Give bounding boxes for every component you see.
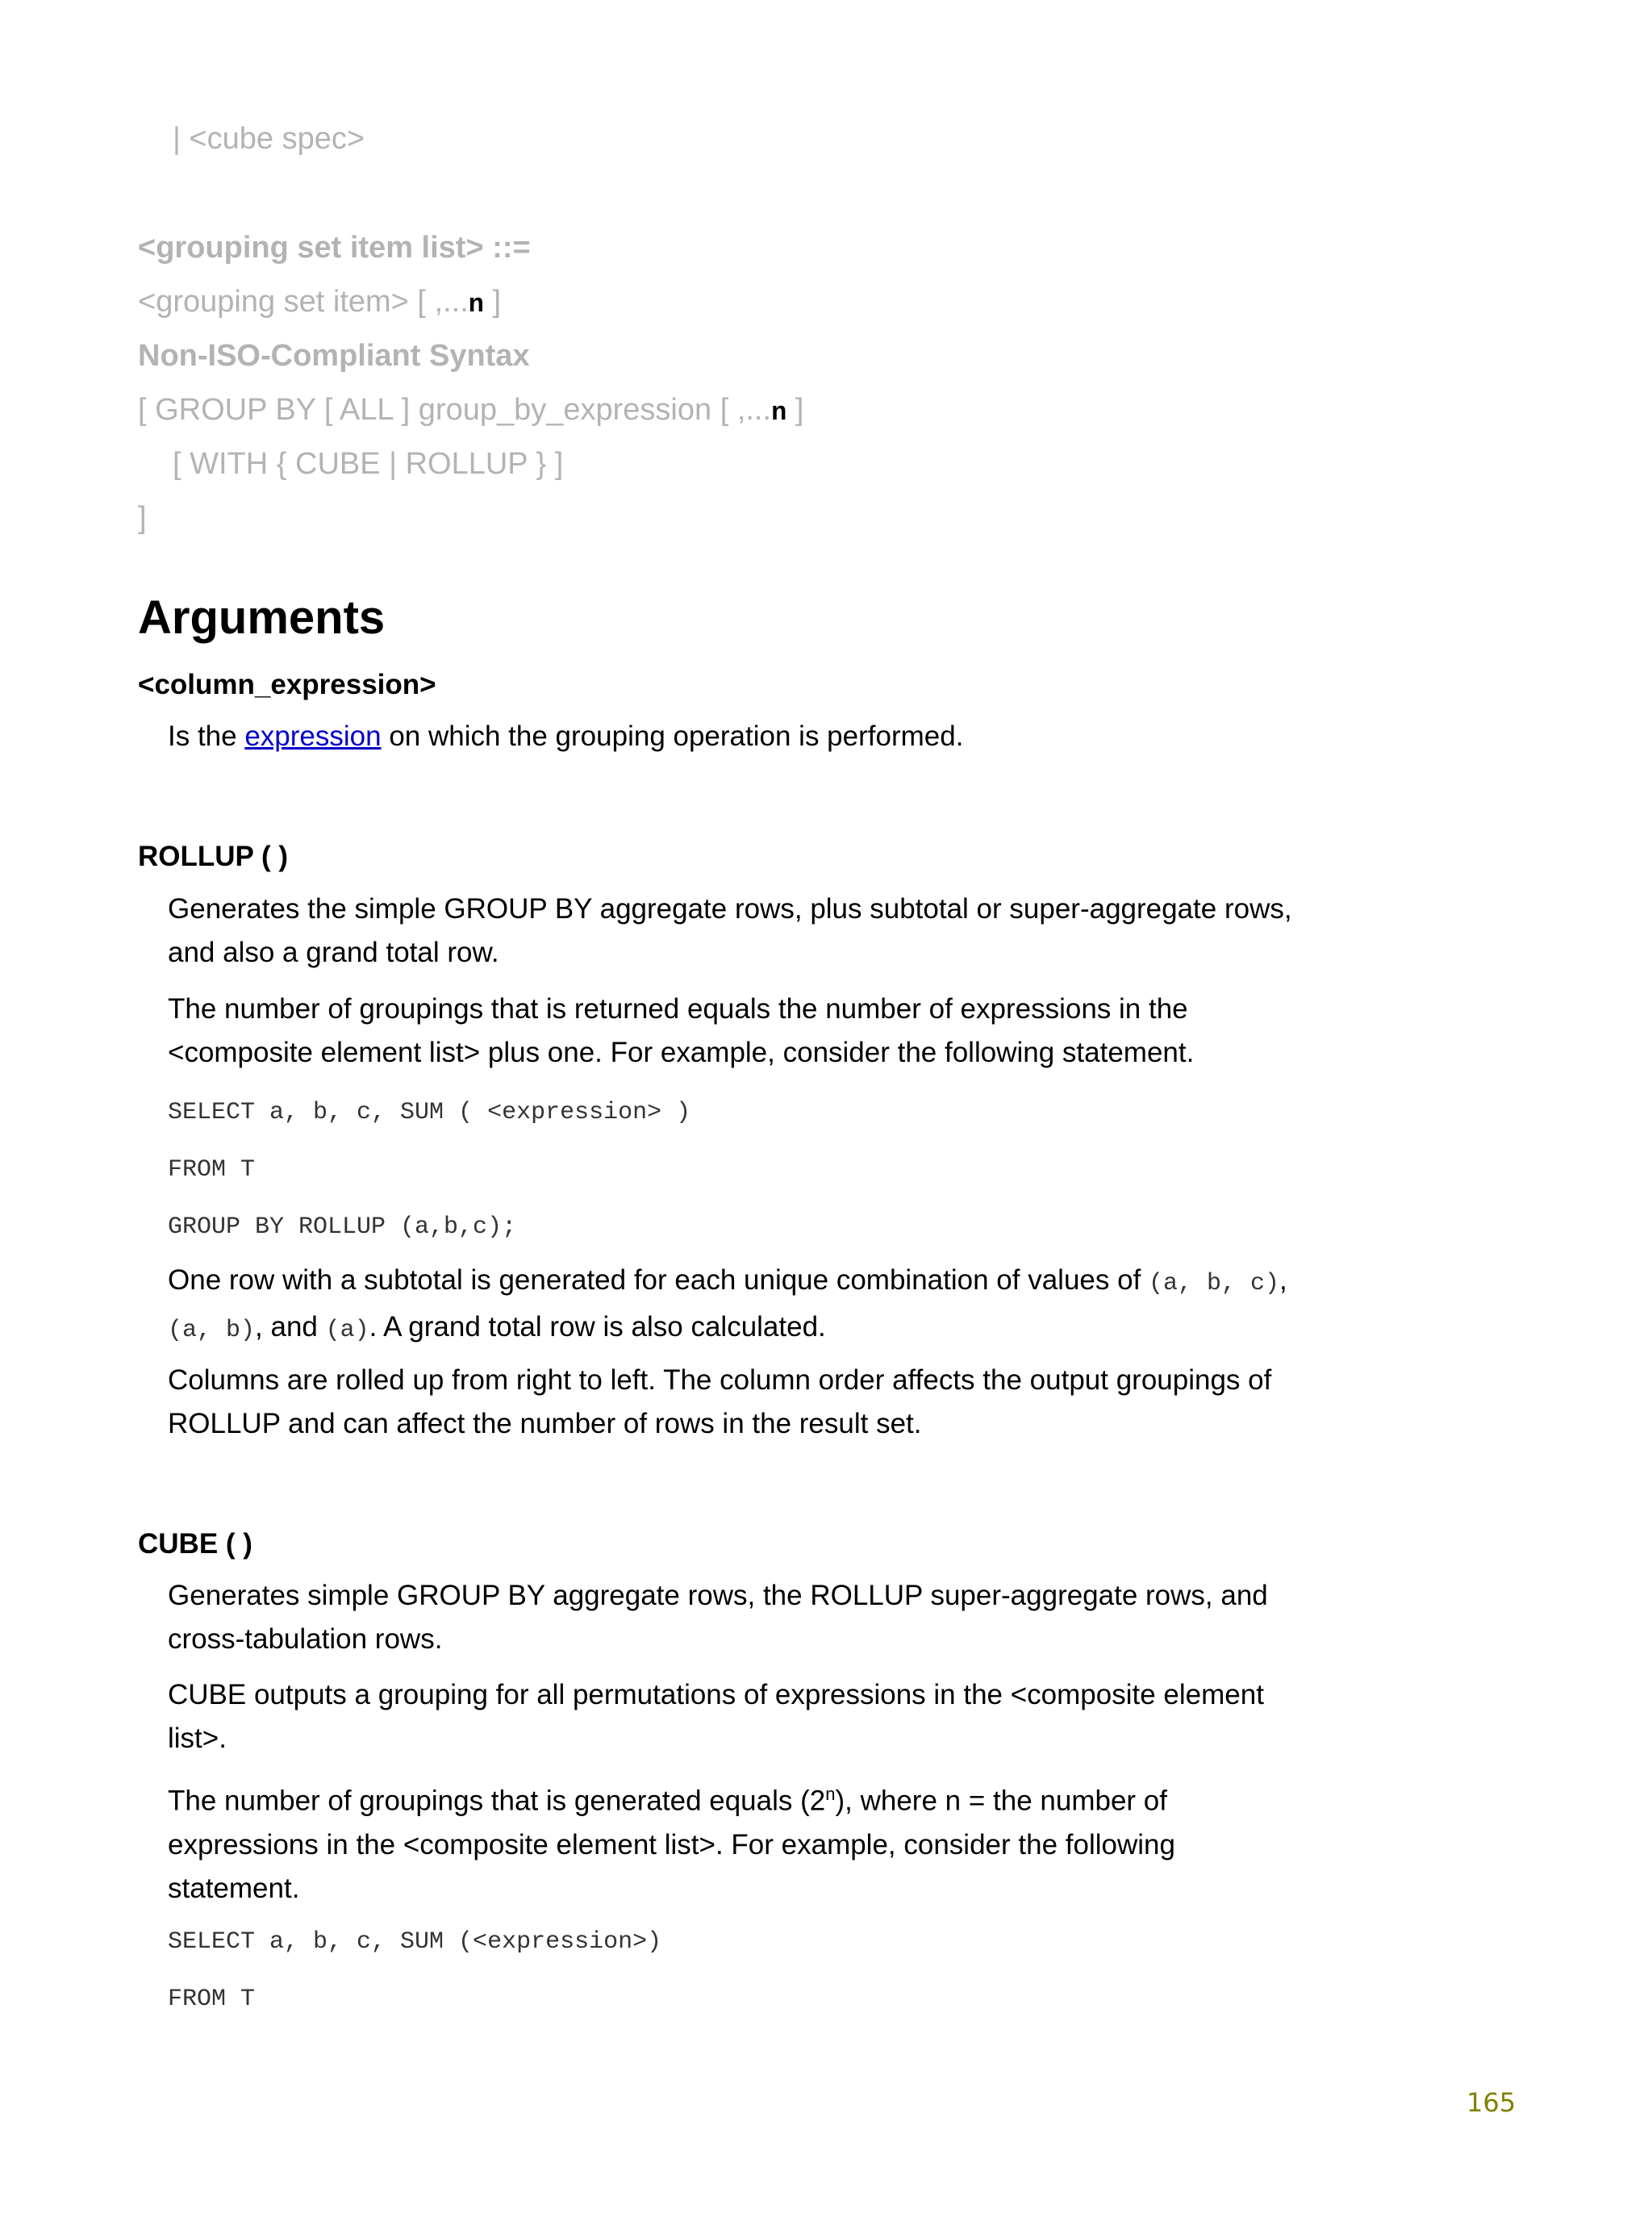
syntax-text: [ GROUP BY [ ALL ] group_by_expression [ ,... xyxy=(138,393,772,427)
column-expression-description xyxy=(168,715,1313,758)
syntax-cube-spec-line: | <cube spec> xyxy=(173,122,365,156)
syntax-text: ] xyxy=(786,393,804,427)
syntax-grouping-set-item-list-header: <grouping set item list> ::= xyxy=(138,231,531,265)
superscript-n: n xyxy=(825,1784,836,1804)
rollup-paragraph-4: Columns are rolled up from right to left. The column order affects the output groupings of ROLLUP and can affect the number of rows in the result set. xyxy=(168,1364,1272,1439)
inline-code: (a, b, c) xyxy=(1149,1270,1280,1297)
syntax-n-placeholder: n xyxy=(468,290,484,319)
cube-paragraph-2: CUBE outputs a grouping for all permutations of expressions in the <composite element list>. xyxy=(168,1679,1264,1754)
desc-text: Is the xyxy=(168,720,245,752)
term-rollup: ROLLUP ( ) xyxy=(138,841,289,872)
syntax-with-line: [ WITH { CUBE | ROLLUP } ] xyxy=(173,447,564,481)
syntax-text: ] xyxy=(483,285,502,319)
inline-code: (a) xyxy=(325,1317,369,1344)
syntax-grouping-set-item-line xyxy=(138,284,501,323)
page-number: 165 xyxy=(1466,2087,1516,2118)
rollup-code-line-3: GROUP BY ROLLUP (a,b,c); xyxy=(168,1213,517,1241)
rollup-paragraph-1: Generates the simple GROUP BY aggregate rows, plus subtotal or super-aggregate rows, and also a grand total row. xyxy=(168,893,1292,968)
cube-code-line-2: FROM T xyxy=(168,1986,256,2013)
rollup-code-line-2: FROM T xyxy=(168,1156,256,1184)
term-column-expression: <column_expression> xyxy=(138,669,436,700)
rollup-code-line-1: SELECT a, b, c, SUM ( <expression> ) xyxy=(168,1099,691,1126)
p-text: One row with a subtotal is generated for each unique combination of values of xyxy=(168,1264,1149,1296)
syntax-group-by-line xyxy=(138,392,803,431)
p-text: , xyxy=(1279,1264,1287,1296)
p-text: , and xyxy=(255,1311,326,1343)
arguments-heading: Arguments xyxy=(138,591,386,644)
cube-code-line-1: SELECT a, b, c, SUM (<expression>) xyxy=(168,1928,662,1956)
syntax-non-iso-heading: Non-ISO-Compliant Syntax xyxy=(138,339,530,373)
term-cube: CUBE ( ) xyxy=(138,1528,252,1560)
cube-paragraph-3 xyxy=(168,1773,1313,1911)
cube-paragraph-1: Generates simple GROUP BY aggregate rows, the ROLLUP super-aggregate rows, and cross-tabulation rows. xyxy=(168,1580,1268,1655)
rollup-paragraph-3 xyxy=(168,1259,1297,1352)
p-text: . A grand total row is also calculated. xyxy=(369,1311,826,1343)
p-text: ), where n = the number of expressions in the <composite element list>. For example, consider the following statement. xyxy=(168,1785,1175,1904)
syntax-closing-bracket: ] xyxy=(138,501,147,535)
rollup-paragraph-2: The number of groupings that is returned equals the number of expressions in the <composite element list> plus one. For example, consider the following statement. xyxy=(168,993,1195,1068)
expression-link[interactable]: expression xyxy=(244,720,382,752)
syntax-text: <grouping set item> [ ,... xyxy=(138,285,469,319)
p-text: The number of groupings that is generated equals (2 xyxy=(168,1785,826,1817)
inline-code: (a, b) xyxy=(168,1317,256,1344)
desc-text: on which the grouping operation is performed. xyxy=(381,720,964,752)
syntax-n-placeholder: n xyxy=(771,398,787,428)
